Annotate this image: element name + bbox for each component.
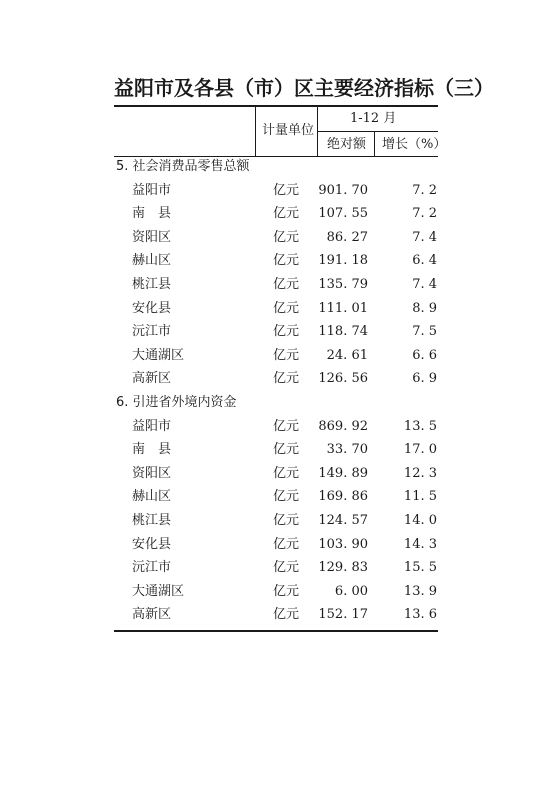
row-name: 沅江市 xyxy=(132,324,172,339)
row-growth: 13. 9 xyxy=(403,584,437,599)
row-growth: 6. 6 xyxy=(412,348,437,363)
row-growth: 17. 0 xyxy=(403,442,437,457)
row-growth: 14. 3 xyxy=(403,537,437,552)
section-title: 6. 引进省外境内资金 xyxy=(116,395,237,410)
row-name: 高新区 xyxy=(132,607,172,622)
row-unit: 亿元 xyxy=(273,513,300,528)
row-name: 大通湖区 xyxy=(132,348,185,363)
row-name: 桃江县 xyxy=(132,513,172,528)
row-growth: 7. 5 xyxy=(412,324,437,339)
row-value: 126. 56 xyxy=(318,371,368,386)
row-unit: 亿元 xyxy=(273,537,300,552)
row-name: 安化县 xyxy=(132,301,172,316)
row-value: 124. 57 xyxy=(318,513,368,528)
row-unit: 亿元 xyxy=(273,253,300,268)
row-value: 86. 27 xyxy=(326,230,368,245)
row-name: 赫山区 xyxy=(132,489,172,504)
row-unit: 亿元 xyxy=(273,371,300,386)
row-value: 135. 79 xyxy=(318,277,368,292)
row-growth: 13. 6 xyxy=(403,607,437,622)
top-rule xyxy=(114,105,438,107)
row-growth: 13. 5 xyxy=(403,419,437,434)
row-name: 南 县 xyxy=(132,206,172,221)
header-unit: 计量单位 xyxy=(262,123,315,138)
header-divider-unit xyxy=(255,107,256,157)
row-value: 103. 90 xyxy=(318,537,368,552)
row-unit: 亿元 xyxy=(273,489,300,504)
row-unit: 亿元 xyxy=(273,230,300,245)
row-growth: 7. 4 xyxy=(412,277,437,292)
header-absolute: 绝对额 xyxy=(327,137,367,152)
row-value: 24. 61 xyxy=(326,348,368,363)
header-divider-period xyxy=(317,107,318,157)
row-value: 869. 92 xyxy=(318,419,368,434)
row-value: 901. 70 xyxy=(318,183,368,198)
row-growth: 11. 5 xyxy=(403,489,437,504)
row-name: 沅江市 xyxy=(132,560,172,575)
row-value: 33. 70 xyxy=(326,442,368,457)
row-growth: 7. 2 xyxy=(412,183,437,198)
row-value: 169. 86 xyxy=(318,489,368,504)
row-unit: 亿元 xyxy=(273,584,300,599)
row-growth: 7. 4 xyxy=(412,230,437,245)
row-unit: 亿元 xyxy=(273,560,300,575)
row-growth: 7. 2 xyxy=(412,206,437,221)
row-name: 资阳区 xyxy=(132,466,172,481)
row-unit: 亿元 xyxy=(273,206,300,221)
row-value: 111. 01 xyxy=(318,301,368,316)
header-period: 1-12 月 xyxy=(350,111,397,126)
row-name: 益阳市 xyxy=(132,419,172,434)
row-unit: 亿元 xyxy=(273,419,300,434)
row-name: 南 县 xyxy=(132,442,172,457)
row-unit: 亿元 xyxy=(273,607,300,622)
row-value: 191. 18 xyxy=(318,253,368,268)
row-unit: 亿元 xyxy=(273,442,300,457)
row-growth: 6. 4 xyxy=(412,253,437,268)
row-name: 赫山区 xyxy=(132,253,172,268)
row-value: 149. 89 xyxy=(318,466,368,481)
subheader-divider xyxy=(374,131,375,157)
row-unit: 亿元 xyxy=(273,183,300,198)
section-title: 5. 社会消费品零售总额 xyxy=(116,159,250,174)
row-growth: 6. 9 xyxy=(412,371,437,386)
row-name: 安化县 xyxy=(132,537,172,552)
row-unit: 亿元 xyxy=(273,301,300,316)
table-title: 益阳市及各县（市）区主要经济指标（三） xyxy=(114,76,494,100)
row-growth: 14. 0 xyxy=(403,513,437,528)
row-value: 118. 74 xyxy=(318,324,368,339)
row-unit: 亿元 xyxy=(273,277,300,292)
period-underline xyxy=(317,131,438,132)
row-growth: 15. 5 xyxy=(403,560,437,575)
row-growth: 12. 3 xyxy=(403,466,437,481)
row-value: 107. 55 xyxy=(318,206,368,221)
bottom-rule xyxy=(114,630,438,632)
row-unit: 亿元 xyxy=(273,466,300,481)
row-unit: 亿元 xyxy=(273,348,300,363)
row-unit: 亿元 xyxy=(273,324,300,339)
row-name: 桃江县 xyxy=(132,277,172,292)
row-name: 益阳市 xyxy=(132,183,172,198)
row-name: 高新区 xyxy=(132,371,172,386)
row-value: 6. 00 xyxy=(334,584,368,599)
row-growth: 8. 9 xyxy=(412,301,437,316)
row-name: 大通湖区 xyxy=(132,584,185,599)
header-growth: 增长（%） xyxy=(382,137,447,152)
row-value: 152. 17 xyxy=(318,607,368,622)
row-value: 129. 83 xyxy=(318,560,368,575)
row-name: 资阳区 xyxy=(132,230,172,245)
header-bottom-rule xyxy=(114,156,438,157)
